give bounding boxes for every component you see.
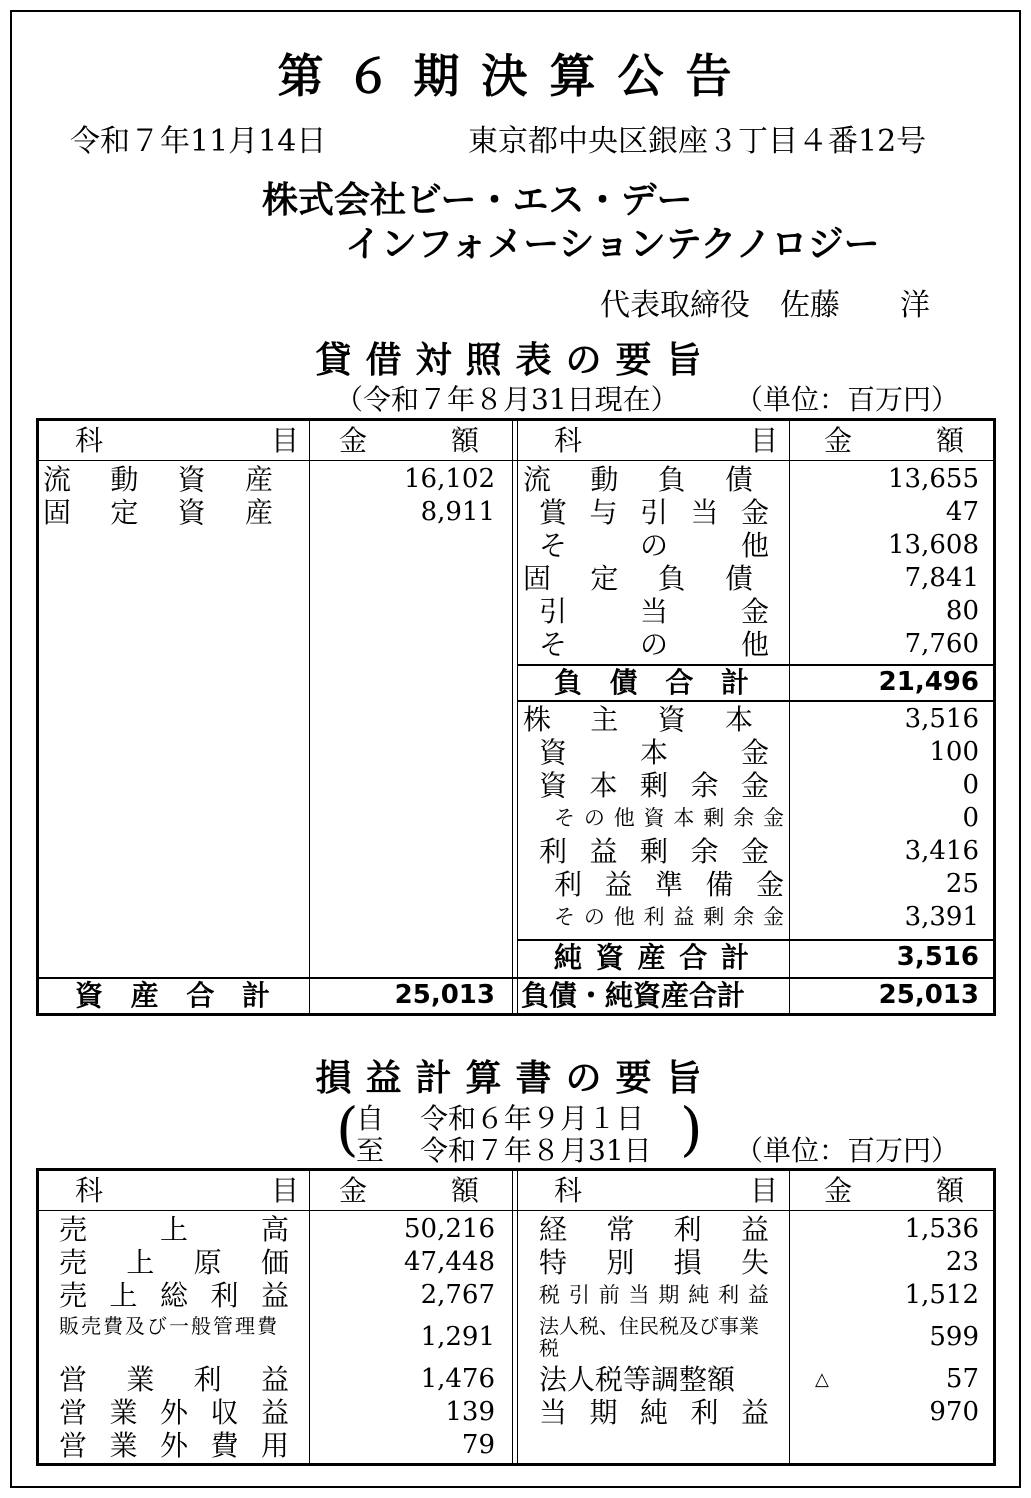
is-right-label: 法人税、住民税及び事業税 xyxy=(539,1314,759,1360)
is-right-label: 法人税等調整額 xyxy=(539,1363,736,1396)
is-left-label: 営 業 利 益 xyxy=(59,1363,289,1396)
center-divider xyxy=(512,421,518,1013)
bs-asset-value: 8,911 xyxy=(420,497,495,527)
bs-grand-total-label: 負債・純資産合計 xyxy=(521,979,746,1012)
bs-equity-value: 0 xyxy=(962,770,979,800)
bs-equity-value: 3,416 xyxy=(904,836,979,866)
bs-equity-label: 資 本 剰 余 金 xyxy=(539,769,769,802)
company-address: 東京都中央区銀座３丁目４番12号 xyxy=(468,124,927,159)
is-left-label: 営 業 外 費 用 xyxy=(59,1429,289,1462)
bs-equity-value: 25 xyxy=(945,869,979,899)
period-to-label: 至 xyxy=(356,1134,385,1167)
bs-liability-label: そ の 他 xyxy=(539,628,769,661)
is-left-label: 営 業 外 収 益 xyxy=(59,1396,289,1429)
notice-date: 令和７年11月14日 xyxy=(70,124,327,159)
is-left-value: 2,767 xyxy=(420,1280,495,1310)
is-header-amount-right: 金 額 xyxy=(824,1174,965,1207)
income-statement-table xyxy=(36,1168,996,1466)
bs-header-amount-left: 金 額 xyxy=(339,424,480,457)
center-divider xyxy=(512,1171,518,1463)
period-from-label: 自 xyxy=(356,1102,385,1135)
income-statement-unit: （単位：百万円） xyxy=(735,1134,960,1167)
is-left-value: 50,216 xyxy=(404,1214,495,1244)
is-right-value: 1,536 xyxy=(904,1214,979,1244)
bs-equity-total-label: 純 資 産 合 計 xyxy=(554,941,749,974)
bs-liability-label: 賞 与 引 当 金 xyxy=(539,496,769,529)
is-left-value: 47,448 xyxy=(404,1247,495,1277)
bs-liability-value: 13,608 xyxy=(888,530,979,560)
is-right-label: 経 常 利 益 xyxy=(539,1213,769,1246)
bs-liability-value: 13,655 xyxy=(888,464,979,494)
bs-equity-value: 3,391 xyxy=(904,902,979,932)
bs-liability-label: 引 当 金 xyxy=(539,595,769,628)
bs-liability-value: 7,841 xyxy=(904,563,979,593)
is-left-value: 1,291 xyxy=(420,1322,495,1352)
bs-equity-total-value: 3,516 xyxy=(896,942,979,972)
col-divider xyxy=(789,1171,790,1463)
bs-header-amount-right: 金 額 xyxy=(824,424,965,457)
bs-assets-total-label: 資 産 合 計 xyxy=(75,979,270,1012)
col-divider xyxy=(309,1171,310,1463)
bs-equity-label: そ の 他 利 益 剰 余 金 xyxy=(554,905,784,929)
is-right-value: 970 xyxy=(929,1397,979,1427)
company-name-line1: 株式会社ビー・エス・デー xyxy=(262,180,693,221)
balance-sheet-date: （令和７年８月31日現在） xyxy=(335,383,679,416)
bs-equity-value: 3,516 xyxy=(904,704,979,734)
is-left-label: 販売費及び一般管理費 xyxy=(59,1314,279,1338)
period-from-date: 令和６年９月１日 xyxy=(420,1102,645,1135)
is-right-value: 1,512 xyxy=(904,1280,979,1310)
bs-equity-label: 利 益 剰 余 金 xyxy=(539,835,769,868)
header-rule xyxy=(39,1210,993,1211)
bs-liability-value: 7,760 xyxy=(904,629,979,659)
is-left-label: 売 上 総 利 益 xyxy=(59,1279,289,1312)
bs-liabilities-total-value: 21,496 xyxy=(878,667,979,697)
income-statement-title: 損益計算書の要旨 xyxy=(315,1058,716,1099)
is-right-value: 57 xyxy=(945,1364,979,1394)
company-name-line2: インフォメーションテクノロジー xyxy=(345,224,880,265)
col-divider xyxy=(309,421,310,1013)
col-divider xyxy=(789,421,790,1013)
is-header-item-left: 科 目 xyxy=(75,1174,300,1207)
bs-liability-label: 流 動 負 債 xyxy=(523,463,753,496)
bs-equity-label: 株 主 資 本 xyxy=(523,703,753,736)
is-header-item-right: 科 目 xyxy=(554,1174,779,1207)
period-to-date: 令和７年８月31日 xyxy=(420,1134,652,1167)
balance-sheet-title: 貸借対照表の要旨 xyxy=(315,340,716,381)
is-right-label: 特 別 損 失 xyxy=(539,1246,769,1279)
is-left-label: 売 上 原 価 xyxy=(59,1246,289,1279)
bs-liability-value: 80 xyxy=(945,596,979,626)
bs-asset-label: 固 定 資 産 xyxy=(43,496,273,529)
is-left-value: 79 xyxy=(461,1430,495,1460)
bs-equity-value: 100 xyxy=(929,737,979,767)
bs-equity-label: 利 益 準 備 金 xyxy=(554,868,784,901)
negative-mark: △ xyxy=(815,1369,829,1390)
header-rule xyxy=(39,460,993,461)
is-right-label: 当 期 純 利 益 xyxy=(539,1396,769,1429)
notice-title: 第６期決算公告 xyxy=(277,49,754,103)
bs-header-item-left: 科 目 xyxy=(75,424,300,457)
period-bracket-close: ) xyxy=(680,1095,703,1163)
balance-sheet-table xyxy=(36,418,996,1016)
representative: 代表取締役 佐藤 洋 xyxy=(600,288,930,323)
rule xyxy=(517,700,993,702)
is-right-label: 税 引 前 当 期 純 利 益 xyxy=(539,1283,769,1307)
bs-liability-value: 47 xyxy=(945,497,979,527)
is-header-amount-left: 金 額 xyxy=(339,1174,480,1207)
bs-liability-label: 固 定 負 債 xyxy=(523,562,753,595)
is-left-value: 139 xyxy=(445,1397,495,1427)
balance-sheet-unit: （単位：百万円） xyxy=(735,383,960,416)
bs-asset-value: 16,102 xyxy=(404,464,495,494)
bs-asset-label: 流 動 資 産 xyxy=(43,463,273,496)
bs-liabilities-total-label: 負 債 合 計 xyxy=(554,666,749,699)
bs-liability-label: そ の 他 xyxy=(539,529,769,562)
bs-equity-label: 資 本 金 xyxy=(539,736,769,769)
bs-header-item-right: 科 目 xyxy=(554,424,779,457)
is-left-label: 売 上 高 xyxy=(59,1213,289,1246)
is-left-value: 1,476 xyxy=(420,1364,495,1394)
is-right-value: 599 xyxy=(929,1322,979,1352)
is-right-value: 23 xyxy=(945,1247,979,1277)
bs-assets-total-value: 25,013 xyxy=(394,980,495,1010)
bs-grand-total-value: 25,013 xyxy=(878,980,979,1010)
bs-equity-value: 0 xyxy=(962,803,979,833)
period-bracket-open: ( xyxy=(336,1095,359,1163)
bs-equity-label: そ の 他 資 本 剰 余 金 xyxy=(554,806,784,830)
